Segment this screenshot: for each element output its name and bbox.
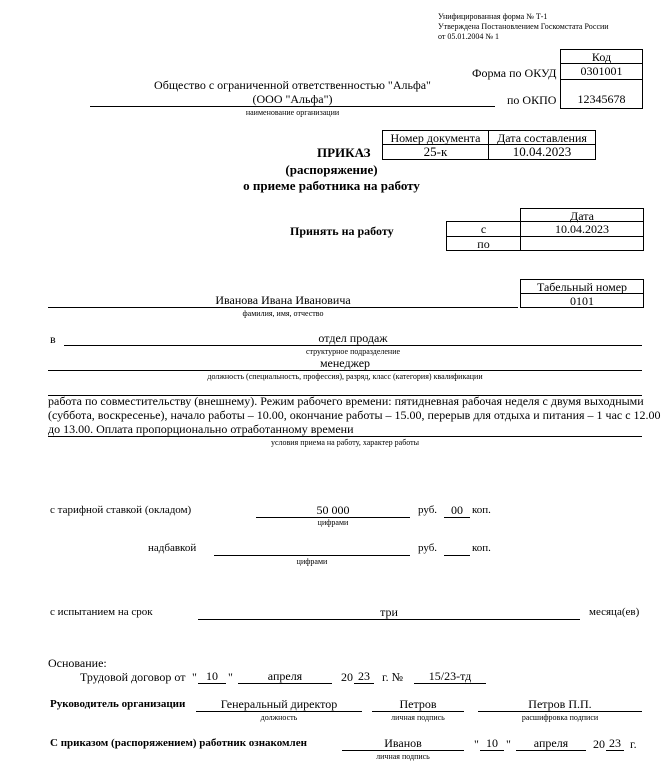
contract-day-close-quote: "	[228, 670, 233, 684]
contract-number: 15/23-тд	[414, 669, 486, 684]
acq-year-prefix: 20	[593, 737, 605, 751]
hire-to-value	[520, 236, 644, 251]
okud-value: 0301001	[560, 63, 643, 80]
job-caption: должность (специальность, профессия), разряд, класс (категория) квалификации	[207, 372, 483, 381]
contract-day: 10	[198, 669, 226, 684]
tab-number-value: 0101	[520, 293, 644, 308]
doc-date-header: Дата составления	[488, 130, 596, 145]
director-label: Руководитель организации	[50, 698, 186, 710]
employee-signature-caption: личная подпись	[376, 752, 430, 761]
bonus-label: надбавкой	[148, 542, 197, 554]
hire-label: Принять на работу	[290, 224, 394, 238]
okpo-label: по ОКПО	[507, 93, 557, 107]
org-name-line2: (ООО "Альфа")	[90, 92, 495, 107]
director-full-name: Петров П.П.	[478, 697, 642, 712]
director-signature: Петров	[372, 697, 464, 712]
acq-year: 23	[606, 736, 624, 751]
bonus-caption: цифрами	[296, 557, 328, 566]
acquainted-label: С приказом (распоряжением) работник ознакомлен	[50, 737, 307, 749]
hire-to-label: по	[446, 236, 521, 251]
bonus-kop-value	[444, 541, 470, 556]
acq-year-suffix: г.	[630, 737, 637, 751]
doc-number-value: 25-к	[382, 144, 489, 160]
hire-from-label: с	[446, 221, 521, 237]
conditions-caption: условия приема на работу, характер работы	[270, 438, 420, 447]
probation-value: три	[198, 605, 580, 620]
contract-label: Трудовой договор от	[80, 670, 186, 684]
okpo-value: 12345678	[560, 79, 643, 109]
conditions-line1: работа по совместительству (внешнему). Режим рабочего времени: пятидневная рабочая неделя с двумя выходными	[48, 394, 644, 408]
acq-day: 10	[480, 736, 504, 751]
doc-number-header: Номер документа	[382, 130, 489, 145]
department-caption: структурное подразделение	[305, 347, 401, 356]
contract-year-prefix: 20	[341, 670, 353, 684]
acq-day-open-quote: "	[474, 737, 479, 751]
director-signature-caption: личная подпись	[391, 713, 445, 722]
employee-name-caption: фамилия, имя, отчество	[242, 309, 324, 318]
acq-month: апреля	[516, 736, 586, 751]
code-header: Код	[560, 49, 643, 64]
hire-date-header: Дата	[520, 208, 644, 222]
order-title: ПРИКАЗ	[317, 145, 371, 160]
form-note-line2: Утверждена Постановлением Госкомстата России	[438, 22, 609, 31]
acq-day-close-quote: "	[506, 737, 511, 751]
tab-number-header: Табельный номер	[520, 279, 644, 294]
bonus-rub: руб.	[418, 542, 438, 554]
order-heading: о приеме работника на работу	[243, 178, 420, 193]
org-name-caption: наименование организации	[245, 108, 340, 117]
salary-value: 50 000	[256, 503, 410, 518]
contract-day-open-quote: "	[192, 670, 197, 684]
director-position-caption: должность	[260, 713, 298, 722]
bonus-value	[214, 541, 410, 556]
probation-label: с испытанием на срок	[50, 606, 153, 618]
contract-year: 23	[354, 669, 374, 684]
order-subtitle: (распоряжение)	[285, 162, 378, 177]
salary-kop-value: 00	[444, 503, 470, 518]
conditions-line3: до 13.00. Оплата пропорционально отработанному времени	[48, 422, 642, 437]
salary-rub: руб.	[418, 504, 438, 516]
employee-name: Иванова Ивана Ивановича	[48, 293, 518, 308]
employee-signature: Иванов	[342, 736, 464, 751]
basis-label: Основание:	[48, 656, 107, 670]
contract-year-suffix: г. №	[382, 670, 404, 684]
contract-month: апреля	[238, 669, 332, 684]
director-position: Генеральный директор	[196, 697, 362, 712]
hire-from-value: 10.04.2023	[520, 221, 644, 237]
doc-date-value: 10.04.2023	[488, 144, 596, 160]
form-note-line3: от 05.01.2004 № 1	[438, 32, 500, 41]
form-note-line1: Унифицированная форма № Т-1	[438, 12, 548, 21]
conditions-line2: (суббота, воскресенье), начало работы – 10.00, окончание работы – 15.00, перерыв для отдыха и питания – 1 час с 12.00	[48, 408, 661, 422]
job-value: менеджер	[48, 356, 642, 371]
salary-caption: цифрами	[317, 518, 349, 527]
okud-label: Форма по ОКУД	[472, 66, 557, 80]
salary-label: с тарифной ставкой (окладом)	[50, 504, 192, 516]
department-prefix: в	[50, 332, 56, 346]
salary-kop: коп.	[472, 504, 491, 516]
department-value: отдел продаж	[64, 331, 642, 346]
probation-unit: месяца(ев)	[589, 606, 640, 618]
org-name-line1: Общество с ограниченной ответственностью "Альфа"	[154, 78, 431, 92]
director-full-name-caption: расшифровка подписи	[521, 713, 599, 722]
bonus-kop: коп.	[472, 542, 491, 554]
